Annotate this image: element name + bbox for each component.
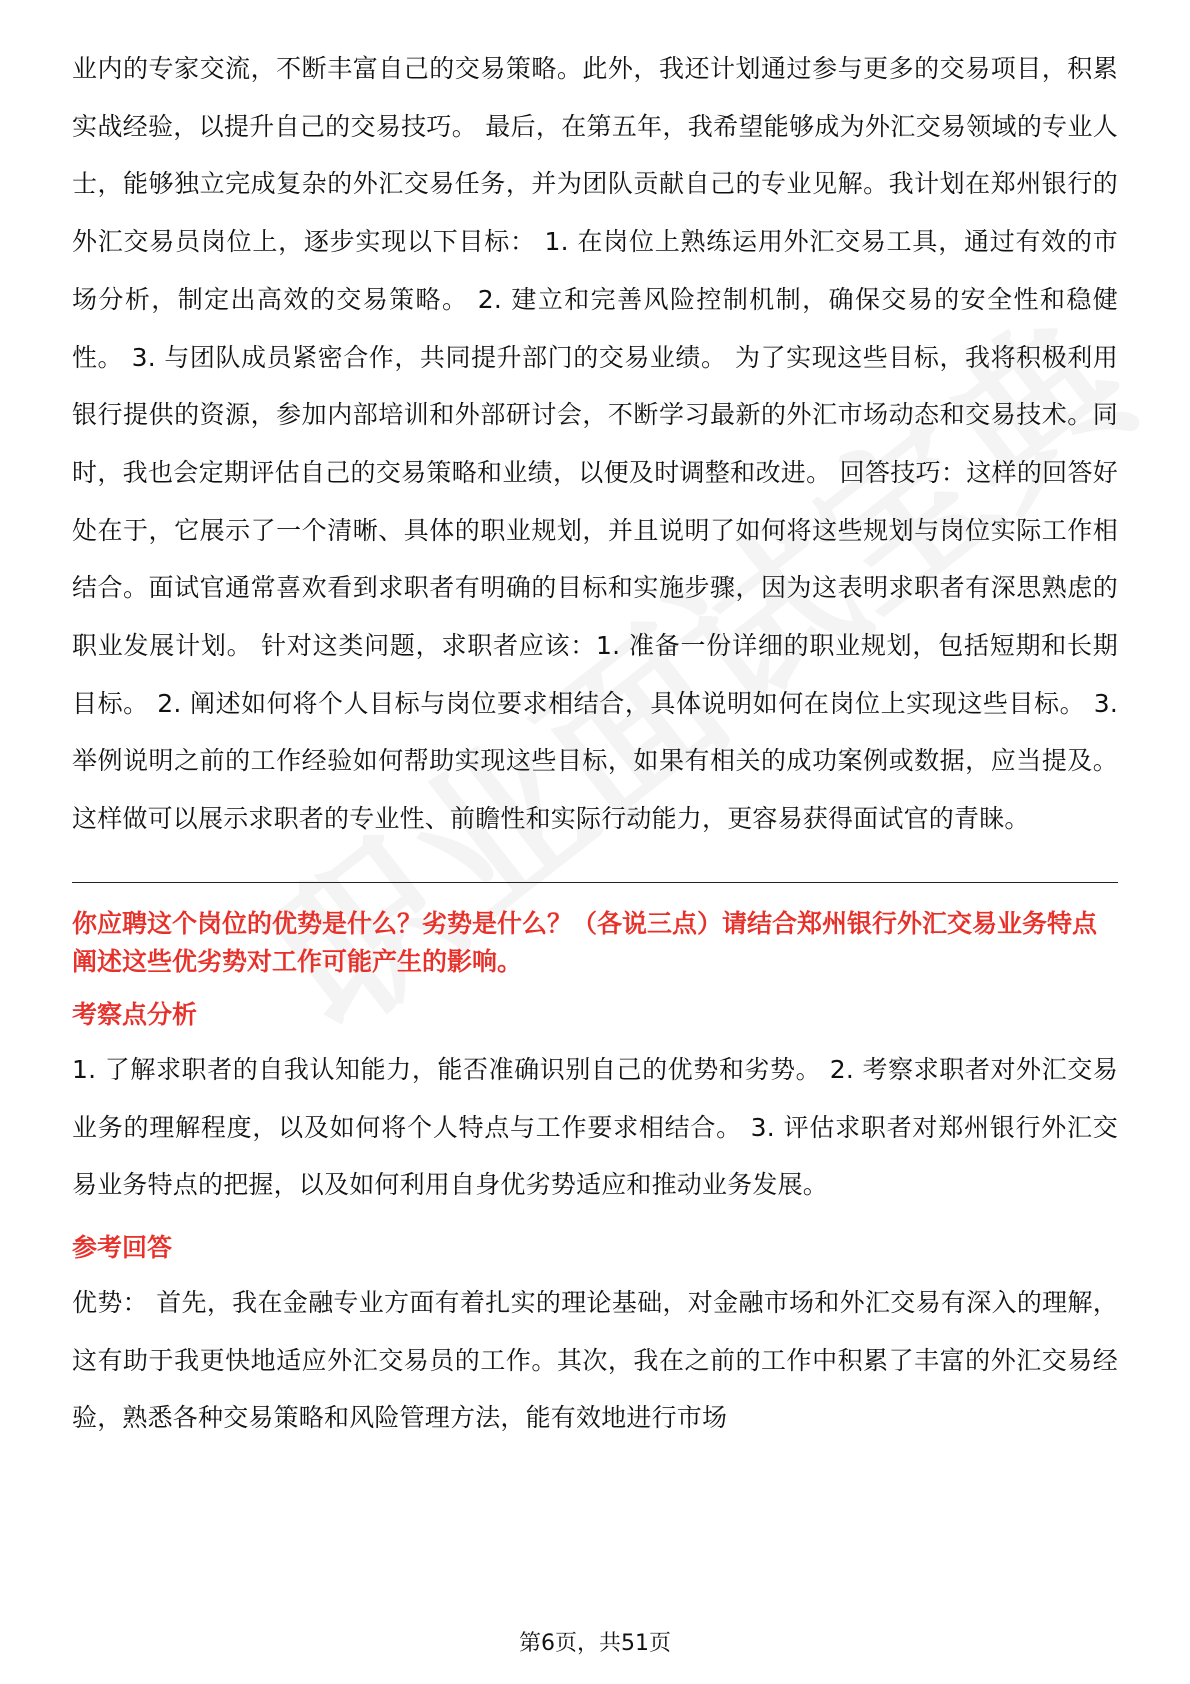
page-number: 第6页，共51页 <box>519 1631 671 1656</box>
page-content <box>72 40 1118 1447</box>
question-title: 你应聘这个岗位的优势是什么？劣势是什么？（各说三点）请结合郑州银行外汇交易业务特点阐述这些优劣势对工作可能产生的影响。 <box>72 908 1098 976</box>
answer-heading: 参考回答 <box>72 1232 173 1262</box>
analysis-paragraph: 1. 了解求职者的自我认知能力，能否准确识别自己的优势和劣势。 2. 考察求职者对外汇交易业务的理解程度，以及如何将个人特点与工作要求相结合。 3. 评估求职者对郑州银行外汇交易业务特点的把握，以及如何利用自身优劣势适应和推动业务发展。 <box>72 1054 1118 1200</box>
analysis-heading: 考察点分析 <box>72 999 198 1029</box>
answer-paragraph: 优势： 首先，我在金融专业方面有着扎实的理论基础，对金融市场和外汇交易有深入的理解，这有助于我更快地适应外汇交易员的工作。其次，我在之前的工作中积累了丰富的外汇交易经验，熟悉各种交易策略和风险管理方法，能有效地进行市场 <box>72 1287 1118 1433</box>
intro-paragraph: 业内的专家交流，不断丰富自己的交易策略。此外，我还计划通过参与更多的交易项目，积累实战经验，以提升自己的交易技巧。 最后，在第五年，我希望能够成为外汇交易领域的专业人士，能够独立完成复杂的外汇交易任务，并为团队贡献自己的专业见解。我计划在郑州银行的外汇交易员岗位上，逐步实现以下目标： 1. 在岗位上熟练运用外汇交易工具，通过有效的市场分析，制定出高效的交易策略。 2. 建立和完善风险控制机制，确保交易的安全性和稳健性。 3. 与团队成员紧密合作，共同提升部门的交易业绩。 为了实现这些目标，我将积极利用银行提供的资源，参加内部培训和外部研讨会，不断学习最新的外汇市场动态和交易技术。同时，我也会定期评估自己的交易策略和业绩，以便及时调整和改进。 回答技巧：这样的回答好处在于，它展示了一个清晰、具体的职业规划，并且说明了如何将这些规划与岗位实际工作相结合。面试官通常喜欢看到求职者有明确的目标和实施步骤，因为这表明求职者有深思熟虑的职业发展计划。 针对这类问题，求职者应该：1. 准备一份详细的职业规划，包括短期和长期目标。 2. 阐述如何将个人目标与岗位要求相结合，具体说明如何在岗位上实现这些目标。 3. 举例说明之前的工作经验如何帮助实现这些目标，如果有相关的成功案例或数据，应当提及。 这样做可以展示求职者的专业性、前瞻性和实际行动能力，更容易获得面试官的青睐。 <box>72 54 1118 834</box>
section-divider <box>72 882 1118 883</box>
